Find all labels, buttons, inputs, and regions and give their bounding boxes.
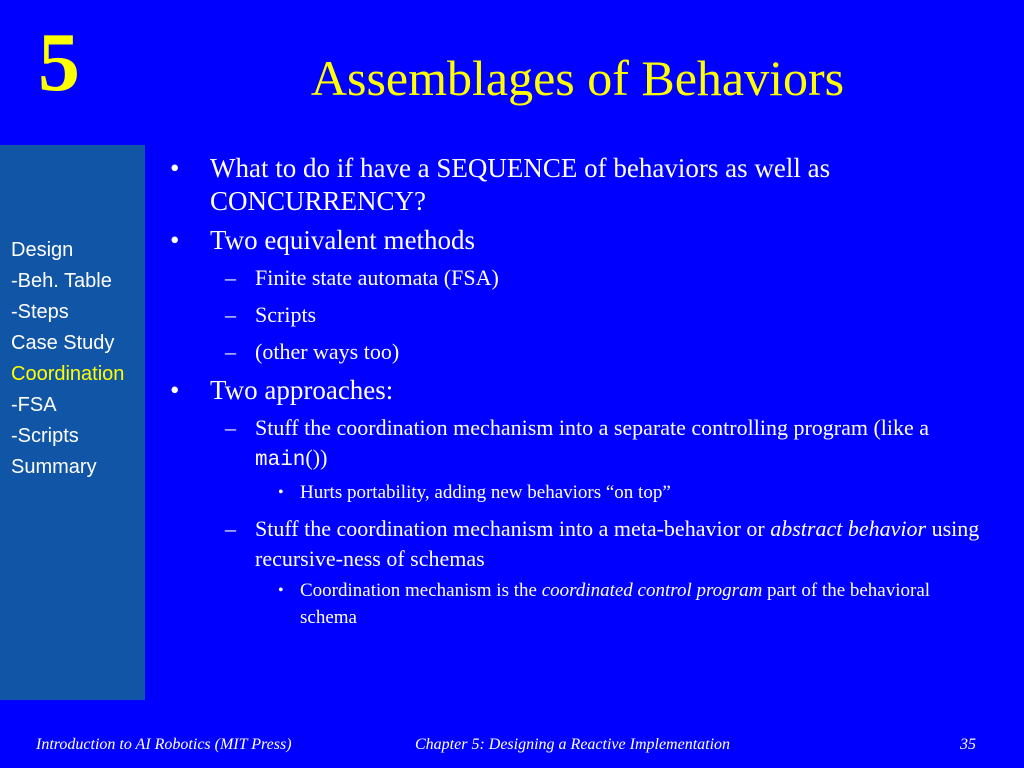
slide-content [170,152,990,639]
code-main: main [255,449,306,472]
sub-bullet-other [170,337,990,367]
chapter-number: 5 [38,16,80,109]
bullet-icon: • [170,225,180,255]
sub-bullet-text-end: ()) [305,445,328,470]
bullet-text: What to do if have a SEQUENCE of behaviors as well as CONCURRENCY? [210,153,831,216]
sub-bullet-text: Scripts [255,302,317,327]
sub-bullet-text: Finite state automata (FSA) [255,265,499,290]
sidebar-item-steps: -Steps [11,301,69,323]
bullet-two-methods [170,224,990,257]
sub-sub-bullet-text: Coordination mechanism is the [300,580,542,601]
sub-bullet-text: Stuff the coordination mechanism into a meta-behavior or [255,516,771,541]
sub-bullet-text: (other ways too) [255,339,400,364]
bullet-sequence-question [170,152,990,218]
sidebar-item-scripts: -Scripts [11,425,79,447]
bullet-icon: • [278,582,284,599]
sidebar-item-beh-table: -Beh. Table [11,270,112,292]
sidebar-item-coordination: Coordination [11,363,125,385]
dash-icon: – [225,415,236,440]
footer-page-number: 35 [960,736,976,753]
dash-icon: – [225,339,236,364]
sidebar-item-fsa: -FSA [11,394,57,416]
dash-icon: – [225,265,236,290]
coordinated-control-program-term: coordinated control program [541,580,763,601]
sidebar-item-case-study: Case Study [11,332,115,354]
sub-bullet-text: Stuff the coordination mechanism into a separate controlling program (like a [255,415,930,440]
footer-chapter-title: Chapter 5: Designing a Reactive Implementation [415,736,731,753]
slide-title: Assemblages of Behaviors [310,50,845,106]
dash-icon: – [225,516,236,541]
sidebar-item-summary: Summary [11,456,97,478]
abstract-behavior-term: abstract behavior [770,516,927,541]
sub-sub-bullet-text-end: part of the behavioral schema [300,580,931,628]
sidebar-nav [11,235,124,483]
sub-bullet-fsa [170,263,990,293]
sub-bullet-text-end: using recursive-ness of schemas [255,516,980,571]
sub-sub-bullet-portability [170,479,990,506]
footer-book-title: Introduction to AI Robotics (MIT Press) [36,736,292,753]
bullet-two-approaches [170,374,990,407]
sub-sub-bullet-text: Hurts portability, adding new behaviors “on top” [300,482,671,503]
sub-bullet-controlling-program [170,413,990,476]
bullet-text: Two approaches: [210,375,394,405]
sub-sub-bullet-coordination [170,577,990,631]
dash-icon: – [225,302,236,327]
bullet-text: Two equivalent methods [210,225,476,255]
sidebar-item-design: Design [11,239,74,261]
sub-bullet-meta-behavior [170,514,990,574]
bullet-icon: • [278,484,284,501]
bullet-icon: • [170,375,180,405]
bullet-icon: • [170,153,180,183]
sub-bullet-scripts [170,300,990,330]
